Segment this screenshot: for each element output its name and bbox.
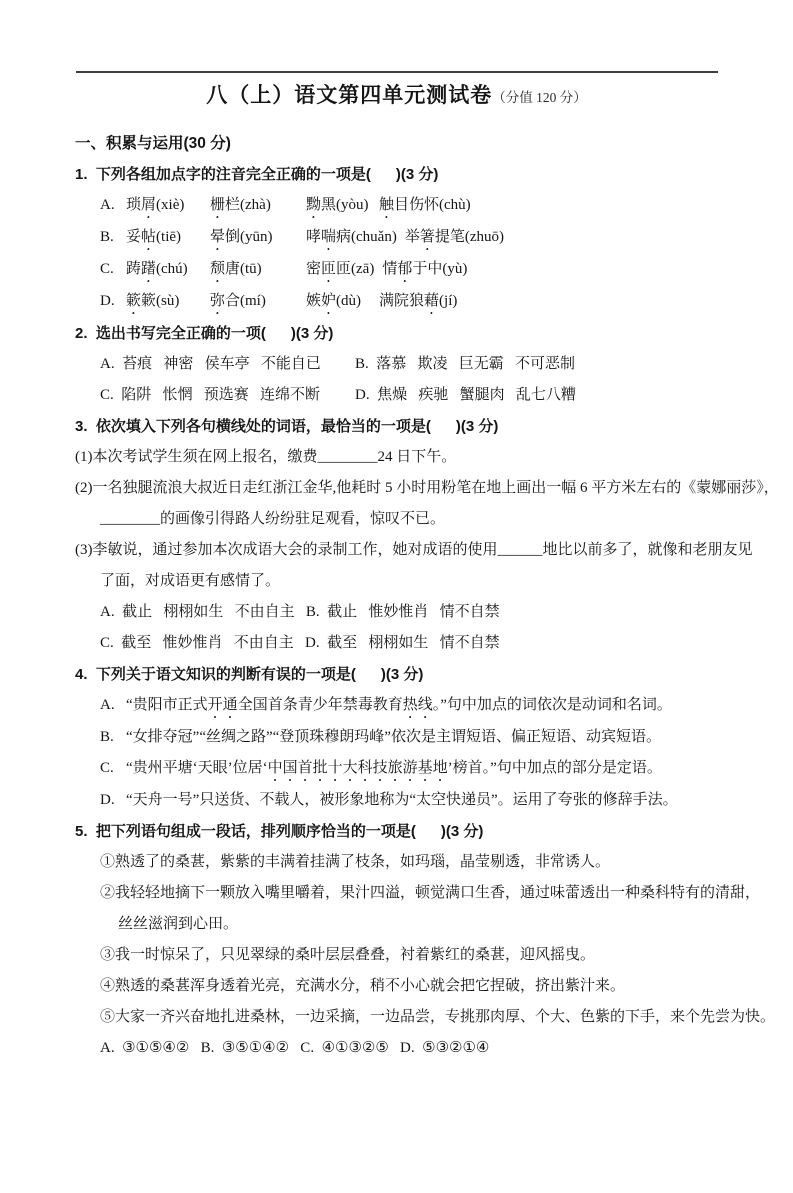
term-pre: 密 <box>306 261 322 277</box>
q3-options-row-1: A. 截止 栩栩如生 不由自主 B. 截止 惟妙惟肖 情不自禁 <box>100 604 500 620</box>
option-letter: C. <box>100 261 114 277</box>
question-5-stem: 5. 把下列语句组成一段话，排列顺序恰当的一项是( )(3 分) <box>75 823 484 840</box>
term-dotted-char: 匝 <box>321 261 337 277</box>
option-letter: D. <box>100 792 115 808</box>
q5-sentence-4: ④熟透的桑葚浑身透着光亮，充满水分，稍不小心就会把它捏破，挤出紫汁来。 <box>100 978 626 994</box>
q4-option-b <box>75 722 753 753</box>
term-dotted-char: 栅 <box>210 197 226 213</box>
term-post: 倒(yūn) <box>225 229 273 245</box>
term-pre: 踌 <box>126 261 142 277</box>
section-heading-1: 一、积累与运用(30 分) <box>75 135 231 152</box>
q4-a-dotted-word: 热线 <box>402 697 433 713</box>
term-pre: 嫉 <box>306 293 322 309</box>
option-letter: B. <box>100 229 114 245</box>
term-dotted-char: 触 <box>379 197 395 213</box>
q3-sentence-2-cont: ________的画像引得路人纷纷驻足观看，惊叹不已。 <box>100 511 446 527</box>
page-title <box>0 80 793 114</box>
q4-a-segment: 。”句中加点的词依次是动词和名词。 <box>432 697 672 713</box>
q2-option-a: A. 苔痕 神密 侯车亭 不能自已 <box>100 356 321 372</box>
q1-option-b <box>75 222 753 254</box>
q3-sentence-3-cont: 了面，对成语更有感情了。 <box>100 573 281 589</box>
term-post: (jí) <box>439 293 458 309</box>
term-post: 目伤怀(chù) <box>394 197 471 213</box>
q5-sentence-5: ⑤大家一齐兴奋地扎进桑林，一边采摘，一边品尝，专挑那肉厚、个大、色紫的下手，来个先尝为快。 <box>100 1009 776 1025</box>
question-1-stem: 1. 下列各组加点字的注音完全正确的一项是( )(3 分) <box>75 166 439 183</box>
term-dotted-char: 箸 <box>419 229 435 245</box>
q4-b-segment: “女排夺冠”“丝绸之路”“登顶珠穆朗玛峰”依次是主谓短语、偏正短语、动宾短语。 <box>126 729 661 745</box>
q3-sentence-3: (3)李敏说，通过参加本次成语大会的录制工作，她对成语的使用______地比以前多了，就像和老朋友见 <box>75 542 753 558</box>
term-dotted-char: 晕 <box>210 229 226 245</box>
title-score-note: （分值 120 分） <box>492 90 587 105</box>
term-post: 栏(zhà) <box>225 197 271 213</box>
term-dotted-char: 喘 <box>321 229 337 245</box>
term-pre: 琐 <box>126 197 142 213</box>
q5-sentence-3: ③我一时惊呆了，只见翠绿的桑叶层层叠叠，衬着紫红的桑葚，迎风摇曳。 <box>100 947 596 963</box>
option-letter: D. <box>100 293 115 309</box>
q2-row-2 <box>75 380 753 411</box>
q1-d-term-2 <box>210 286 298 318</box>
term-post: 黑(yòu) <box>321 197 369 213</box>
option-letter: B. <box>100 729 114 745</box>
q1-d-term-1 <box>126 286 202 318</box>
q2-row-1 <box>75 349 753 380</box>
term-dotted-char: 郁 <box>397 261 413 277</box>
q5-answer-options: A. ③①⑤④② B. ③⑤①④② C. ④①③②⑤ D. ⑤③②①④ <box>100 1040 490 1056</box>
q2-option-d: D. 焦燥 疾驰 蟹腿肉 乱七八糟 <box>355 387 576 403</box>
term-dotted-char: 藉 <box>424 293 440 309</box>
q4-d-segment: “天舟一号”只送货、不载人，被形象地称为“太空快递员”。运用了夸张的修辞手法。 <box>126 792 678 808</box>
term-post: 提笔(zhuō) <box>434 229 505 245</box>
term-post: 合(mí) <box>225 293 266 309</box>
q1-option-a <box>75 190 753 222</box>
q4-c-segment: ’榜首。”句中加点的部分是定语。 <box>447 760 662 776</box>
q1-b-term-1 <box>126 222 202 254</box>
term-dotted-char: 弥 <box>210 293 226 309</box>
term-dotted-char: 屑 <box>141 197 157 213</box>
term-post: 唐(tū) <box>225 261 262 277</box>
q4-a-segment: 全国首条青少年禁毒教育 <box>237 697 403 713</box>
q4-option-c <box>75 753 753 785</box>
term-dotted-char: 帖 <box>141 229 157 245</box>
q1-d-term-4 <box>379 286 457 318</box>
q4-c-segment: “贵州平塘‘天眼’位居‘ <box>126 760 268 776</box>
q1-b-term-3 <box>306 222 397 254</box>
q1-option-d <box>75 286 753 318</box>
question-4-stem: 4. 下列关于语文知识的判断有误的一项是( )(3 分) <box>75 666 424 683</box>
option-letter: A. <box>100 697 115 713</box>
term-post: 匝(zā) <box>336 261 375 277</box>
q4-a-segment: “贵阳市正式 <box>126 697 208 713</box>
term-pre: 哮 <box>306 229 322 245</box>
q5-sentence-1: ①熟透了的桑葚，紫紫的丰满着挂满了枝条，如玛瑙，晶莹剔透，非常诱人。 <box>100 854 611 870</box>
q3-sentence-2: (2)一名独腿流浪大叔近日走红浙江金华,他耗时 5 小时用粉笔在地上画出一幅 6 平方米左右的《蒙娜丽莎》， <box>75 480 779 496</box>
q5-sentence-2: ②我轻轻地摘下一颗放入嘴里嚼着，果汁四溢，顿觉满口生香，通过味蕾透出一种桑科特有的清甜， <box>100 885 761 901</box>
option-letter: C. <box>100 760 114 776</box>
title-text: 八（上）语文第四单元测试卷 <box>206 84 493 107</box>
term-pre: 情 <box>382 261 398 277</box>
term-dotted-char: 簌 <box>126 293 142 309</box>
q1-b-term-2 <box>210 222 298 254</box>
q2-option-c: C. 陷阱 怅惘 预选赛 连绵不断 <box>100 387 321 403</box>
term-dotted-char: 颓 <box>210 261 226 277</box>
q4-c-dotted-phrase: 中国首批十大科技旅游基地 <box>267 760 448 776</box>
q3-options-row-2: C. 截至 惟妙惟肖 不由自主 D. 截至 栩栩如生 情不自禁 <box>100 635 500 651</box>
question-2-stem: 2. 选出书写完全正确的一项( )(3 分) <box>75 325 334 342</box>
q1-a-term-4 <box>379 190 471 222</box>
q5-sentence-2-cont: 丝丝滋润到心田。 <box>118 916 239 932</box>
term-post: (tiē) <box>156 229 182 245</box>
document-page <box>0 71 793 1193</box>
q3-sentence-1: (1)本次考试学生须在网上报名，缴费________24 日下午。 <box>75 449 457 465</box>
q1-a-term-3 <box>306 190 371 222</box>
q1-c-term-2 <box>210 254 298 286</box>
q1-a-term-1 <box>126 190 202 222</box>
q1-a-term-2 <box>210 190 298 222</box>
term-pre: 满院狼 <box>379 293 425 309</box>
question-3-stem: 3. 依次填入下列各句横线处的词语，最恰当的一项是( )(3 分) <box>75 418 499 435</box>
q1-option-c <box>75 254 753 286</box>
option-letter: A. <box>100 197 115 213</box>
q1-c-term-3 <box>306 254 374 286</box>
term-post: (dù) <box>336 293 362 309</box>
term-dotted-char: 黝 <box>306 197 322 213</box>
term-post: 簌(sù) <box>141 293 180 309</box>
q1-d-term-3 <box>306 286 371 318</box>
term-post: 于中(yù) <box>412 261 468 277</box>
term-dotted-char: 躇 <box>141 261 157 277</box>
term-pre: 妥 <box>126 229 142 245</box>
q1-c-term-1 <box>126 254 202 286</box>
term-post: (xiè) <box>156 197 185 213</box>
q2-option-b: B. 落慕 欺凌 巨无霸 不可恶制 <box>355 356 576 372</box>
q1-b-term-4 <box>405 222 504 254</box>
paper-body <box>75 128 779 1064</box>
header-rule <box>76 71 718 73</box>
term-dotted-char: 妒 <box>321 293 337 309</box>
term-post: 病(chuǎn) <box>336 229 397 245</box>
term-post: (chú) <box>156 261 188 277</box>
q1-c-term-4 <box>382 254 467 286</box>
q4-option-a <box>75 690 753 722</box>
q4-option-d <box>75 785 753 816</box>
q4-a-dotted-word: 开通 <box>207 697 238 713</box>
term-pre: 举 <box>404 229 420 245</box>
